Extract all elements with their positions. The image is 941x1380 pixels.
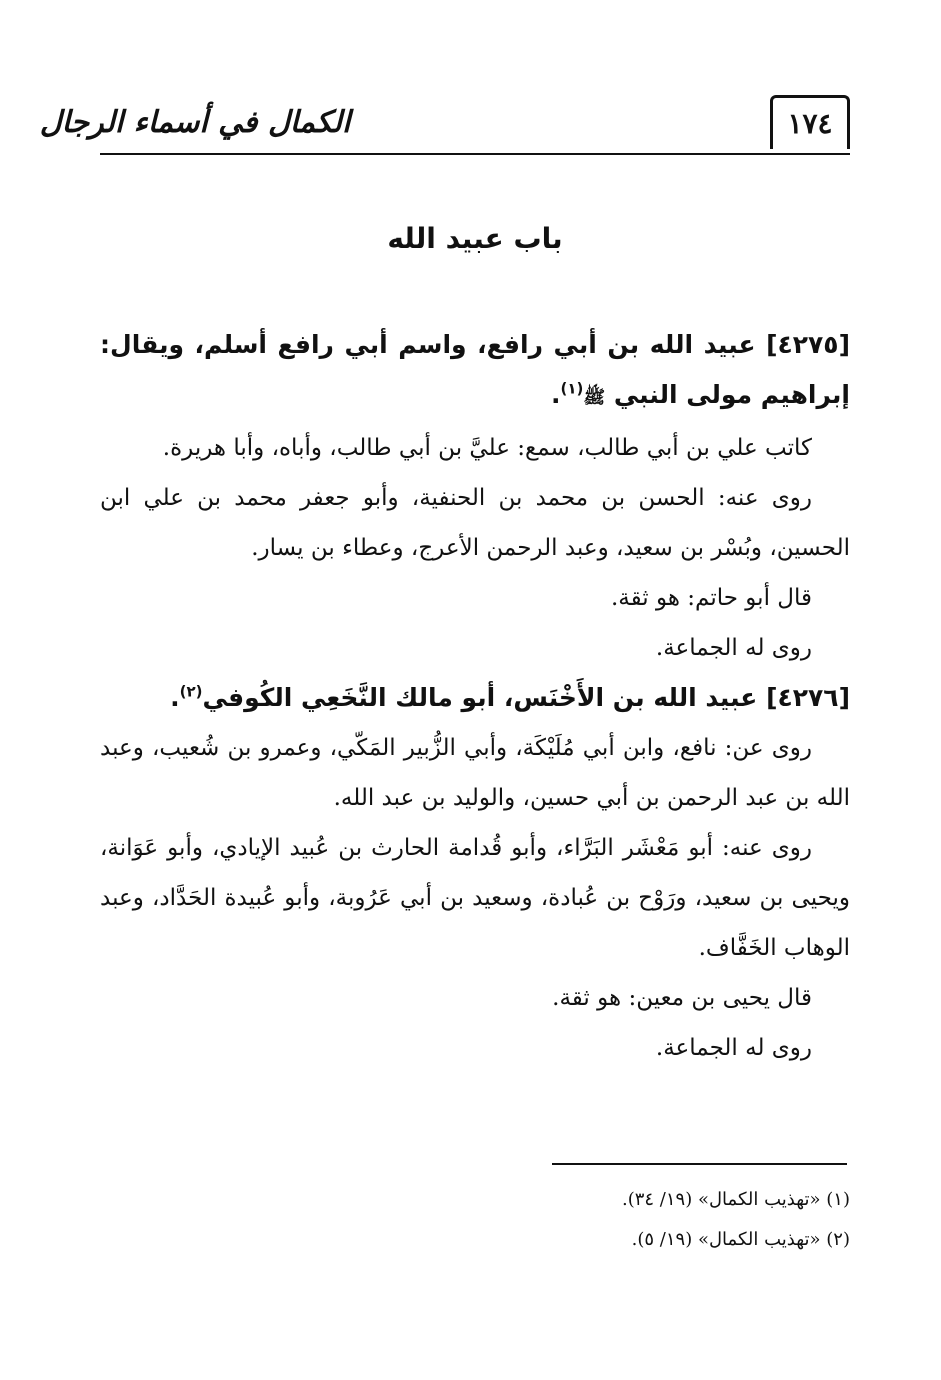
- footnote-ref: (١): [560, 379, 584, 398]
- page-header: [39, 95, 850, 155]
- entry-paragraph: روى له الجماعة.: [655, 635, 812, 661]
- entry-paragraph: كاتب علي بن أبي طالب، سمع: عليَّ بن أبي طالب، وأباه، وأبا هريرة.: [162, 435, 812, 461]
- footnote: (٢) «تهذيب الكمال» (١٩/ ٥).: [631, 1229, 850, 1250]
- main-content: [100, 320, 850, 1073]
- entry-name: عبيد الله بن الأَخْنَس، أبو مالك النَّخَعِي الكُوفي: [202, 683, 758, 712]
- footnote: (١) «تهذيب الكمال» (١٩/ ٣٤).: [621, 1189, 850, 1210]
- entry-paragraph: قال أبو حاتم: هو ثقة.: [610, 585, 812, 611]
- page-number: ١٧٤: [770, 95, 850, 149]
- footnote-ref: (٢): [179, 682, 203, 701]
- entry-paragraph: روى له الجماعة.: [655, 1035, 812, 1061]
- book-title-logo: الكمال في أسماء الرجال: [39, 104, 351, 140]
- entry-paragraph: روى عنه: الحسن بن محمد بن الحنفية، وأبو جعفر محمد بن علي ابن الحسين، وبُسْر بن سعيد، وعبد الرحمن الأعرج، وعطاء بن يسار.: [100, 485, 850, 561]
- honorific: ﷺ: [583, 387, 606, 408]
- entry-name: عبيد الله بن أبي رافع، واسم أبي رافع أسلم، ويقال: إبراهيم مولى النبي: [100, 330, 850, 409]
- entry-paragraph: روى عنه: أبو مَعْشَر البَرَّاء، وأبو قُدامة الحارث بن عُبيد الإيادي، وأبو عَوَانة، ويحيى بن سعيد، ورَوْح بن عُبادة، وسعيد بن أبي عَرُوبة، وأبو عُبيدة الحَدَّاد، وعبد الوهاب الخَفَّاف.: [100, 835, 850, 961]
- entry-heading: [٤٢٧٥] عبيد الله بن أبي رافع، واسم أبي رافع أسلم، ويقال: إبراهيم مولى النبي ﷺ$^{(١)}$.: [100, 330, 850, 409]
- entry-heading: [٤٢٧٦] عبيد الله بن الأَخْنَس، أبو مالك النَّخَعِي الكُوفي$^{(٢)}$.: [170, 682, 850, 712]
- entry-number: [٤٢٧٥]: [766, 330, 850, 359]
- entry-number: [٤٢٧٦]: [766, 683, 850, 712]
- entry-paragraph: قال يحيى بن معين: هو ثقة.: [552, 985, 812, 1011]
- chapter-title: باب عبيد الله: [387, 222, 563, 255]
- footnotes: [100, 1180, 850, 1260]
- footnote-rule: [552, 1163, 847, 1165]
- entry-paragraph: روى عن: نافع، وابن أبي مُلَيْكَة، وأبي الزُّبير المَكّي، وعمرو بن شُعيب، وعبد الله بن عبد الرحمن بن أبي حسين، والوليد بن عبد الله.: [100, 735, 850, 811]
- header-rule: [100, 153, 850, 155]
